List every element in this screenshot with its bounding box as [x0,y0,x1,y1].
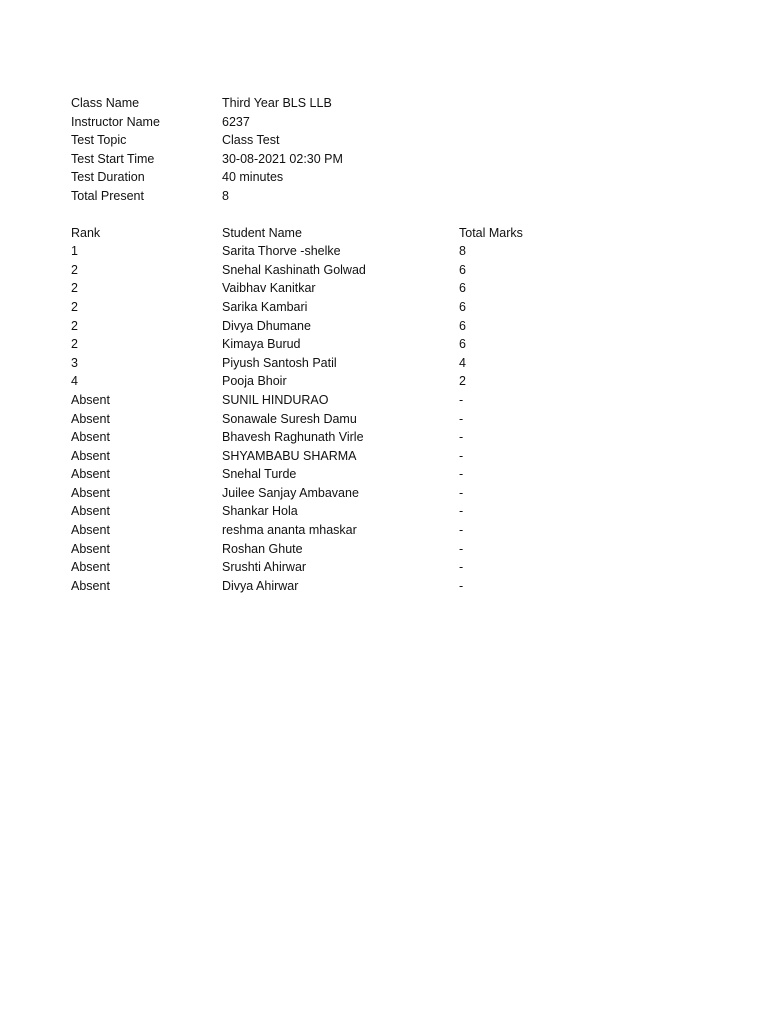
total-marks-cell: 2 [459,374,466,389]
total-marks-cell: - [459,467,464,482]
total-marks-cell: - [459,485,464,500]
info-value: 6237 [222,114,250,129]
info-label: Test Start Time [71,151,155,166]
total-marks-cell: - [459,430,464,445]
info-row-instructor-name [71,113,711,132]
test-info-section [71,94,711,206]
rank-cell: Absent [71,560,110,575]
section-spacer [71,206,711,224]
total-marks-cell: 6 [459,318,466,333]
student-name-cell: Sarita Thorve -shelke [222,244,341,259]
rank-cell: 2 [71,318,78,333]
student-name-cell: Divya Dhumane [222,318,311,333]
info-row-total-present [71,187,711,206]
rank-cell: Absent [71,541,110,556]
student-name-cell: Shankar Hola [222,504,298,519]
table-row [71,465,711,484]
student-name-cell: reshma ananta mhaskar [222,523,357,538]
rank-cell: 3 [71,355,78,370]
table-row [71,577,711,596]
rank-cell: Absent [71,448,110,463]
table-row [71,502,711,521]
results-body [71,242,711,595]
total-marks-cell: - [459,523,464,538]
student-name-cell: Divya Ahirwar [222,578,299,593]
info-value: 30-08-2021 02:30 PM [222,151,343,166]
report-sheet [71,94,711,595]
info-label: Instructor Name [71,114,160,129]
student-name-cell: SUNIL HINDURAO [222,392,329,407]
rank-cell: Absent [71,504,110,519]
total-marks-cell: - [459,448,464,463]
rank-cell: Absent [71,523,110,538]
table-row [71,521,711,540]
student-name-cell: Snehal Turde [222,467,297,482]
table-row [71,261,711,280]
student-name-cell: Pooja Bhoir [222,374,287,389]
table-row [71,372,711,391]
rank-cell: 2 [71,262,78,277]
table-row [71,447,711,466]
rank-cell: Absent [71,467,110,482]
student-name-cell: SHYAMBABU SHARMA [222,448,357,463]
info-label: Class Name [71,96,140,110]
info-value: Class Test [222,133,280,148]
total-marks-header: Total Marks [459,225,523,240]
rank-cell: 4 [71,374,78,389]
rank-cell: 2 [71,299,78,314]
rank-cell: 2 [71,281,78,296]
student-name-header: Student Name [222,225,302,240]
info-value: 8 [222,188,229,203]
info-label: Test Topic [71,133,127,148]
student-name-cell: Sarika Kambari [222,299,308,314]
student-name-cell: Snehal Kashinath Golwad [222,262,366,277]
table-row [71,242,711,261]
rank-cell: Absent [71,430,110,445]
student-name-cell: Bhavesh Raghunath Virle [222,430,364,445]
info-row-test-start-time [71,150,711,169]
student-name-cell: Roshan Ghute [222,541,303,556]
total-marks-cell: - [459,541,464,556]
total-marks-cell: - [459,504,464,519]
results-table [71,224,711,596]
table-row [71,540,711,559]
student-name-cell: Piyush Santosh Patil [222,355,337,370]
table-row [71,484,711,503]
student-name-cell: Vaibhav Kanitkar [222,281,316,296]
student-name-cell: Juilee Sanjay Ambavane [222,485,359,500]
rank-cell: Absent [71,392,110,407]
table-row [71,428,711,447]
results-header-row [71,224,711,243]
total-marks-cell: - [459,560,464,575]
table-row [71,558,711,577]
info-row-test-duration [71,168,711,187]
total-marks-cell: 6 [459,337,466,352]
table-row [71,317,711,336]
table-row [71,391,711,410]
rank-cell: 1 [71,244,78,259]
rank-cell: 2 [71,337,78,352]
info-value: Third Year BLS LLB [222,96,332,110]
total-marks-cell: 8 [459,244,466,259]
total-marks-cell: 4 [459,355,466,370]
table-row [71,354,711,373]
rank-cell: Absent [71,578,110,593]
total-marks-cell: - [459,578,464,593]
rank-cell: Absent [71,411,110,426]
total-marks-cell: 6 [459,281,466,296]
table-row [71,335,711,354]
total-marks-cell: - [459,392,464,407]
rank-header: Rank [71,225,101,240]
rank-cell: Absent [71,485,110,500]
total-marks-cell: 6 [459,262,466,277]
total-marks-cell: 6 [459,299,466,314]
info-row-test-topic [71,131,711,150]
student-name-cell: Srushti Ahirwar [222,560,307,575]
info-label: Total Present [71,188,144,203]
info-label: Test Duration [71,170,145,185]
table-row [71,410,711,429]
student-name-cell: Kimaya Burud [222,337,301,352]
total-marks-cell: - [459,411,464,426]
table-row [71,298,711,317]
student-name-cell: Sonawale Suresh Damu [222,411,357,426]
info-row-class-name [71,94,711,113]
table-row [71,279,711,298]
info-value: 40 minutes [222,170,284,185]
